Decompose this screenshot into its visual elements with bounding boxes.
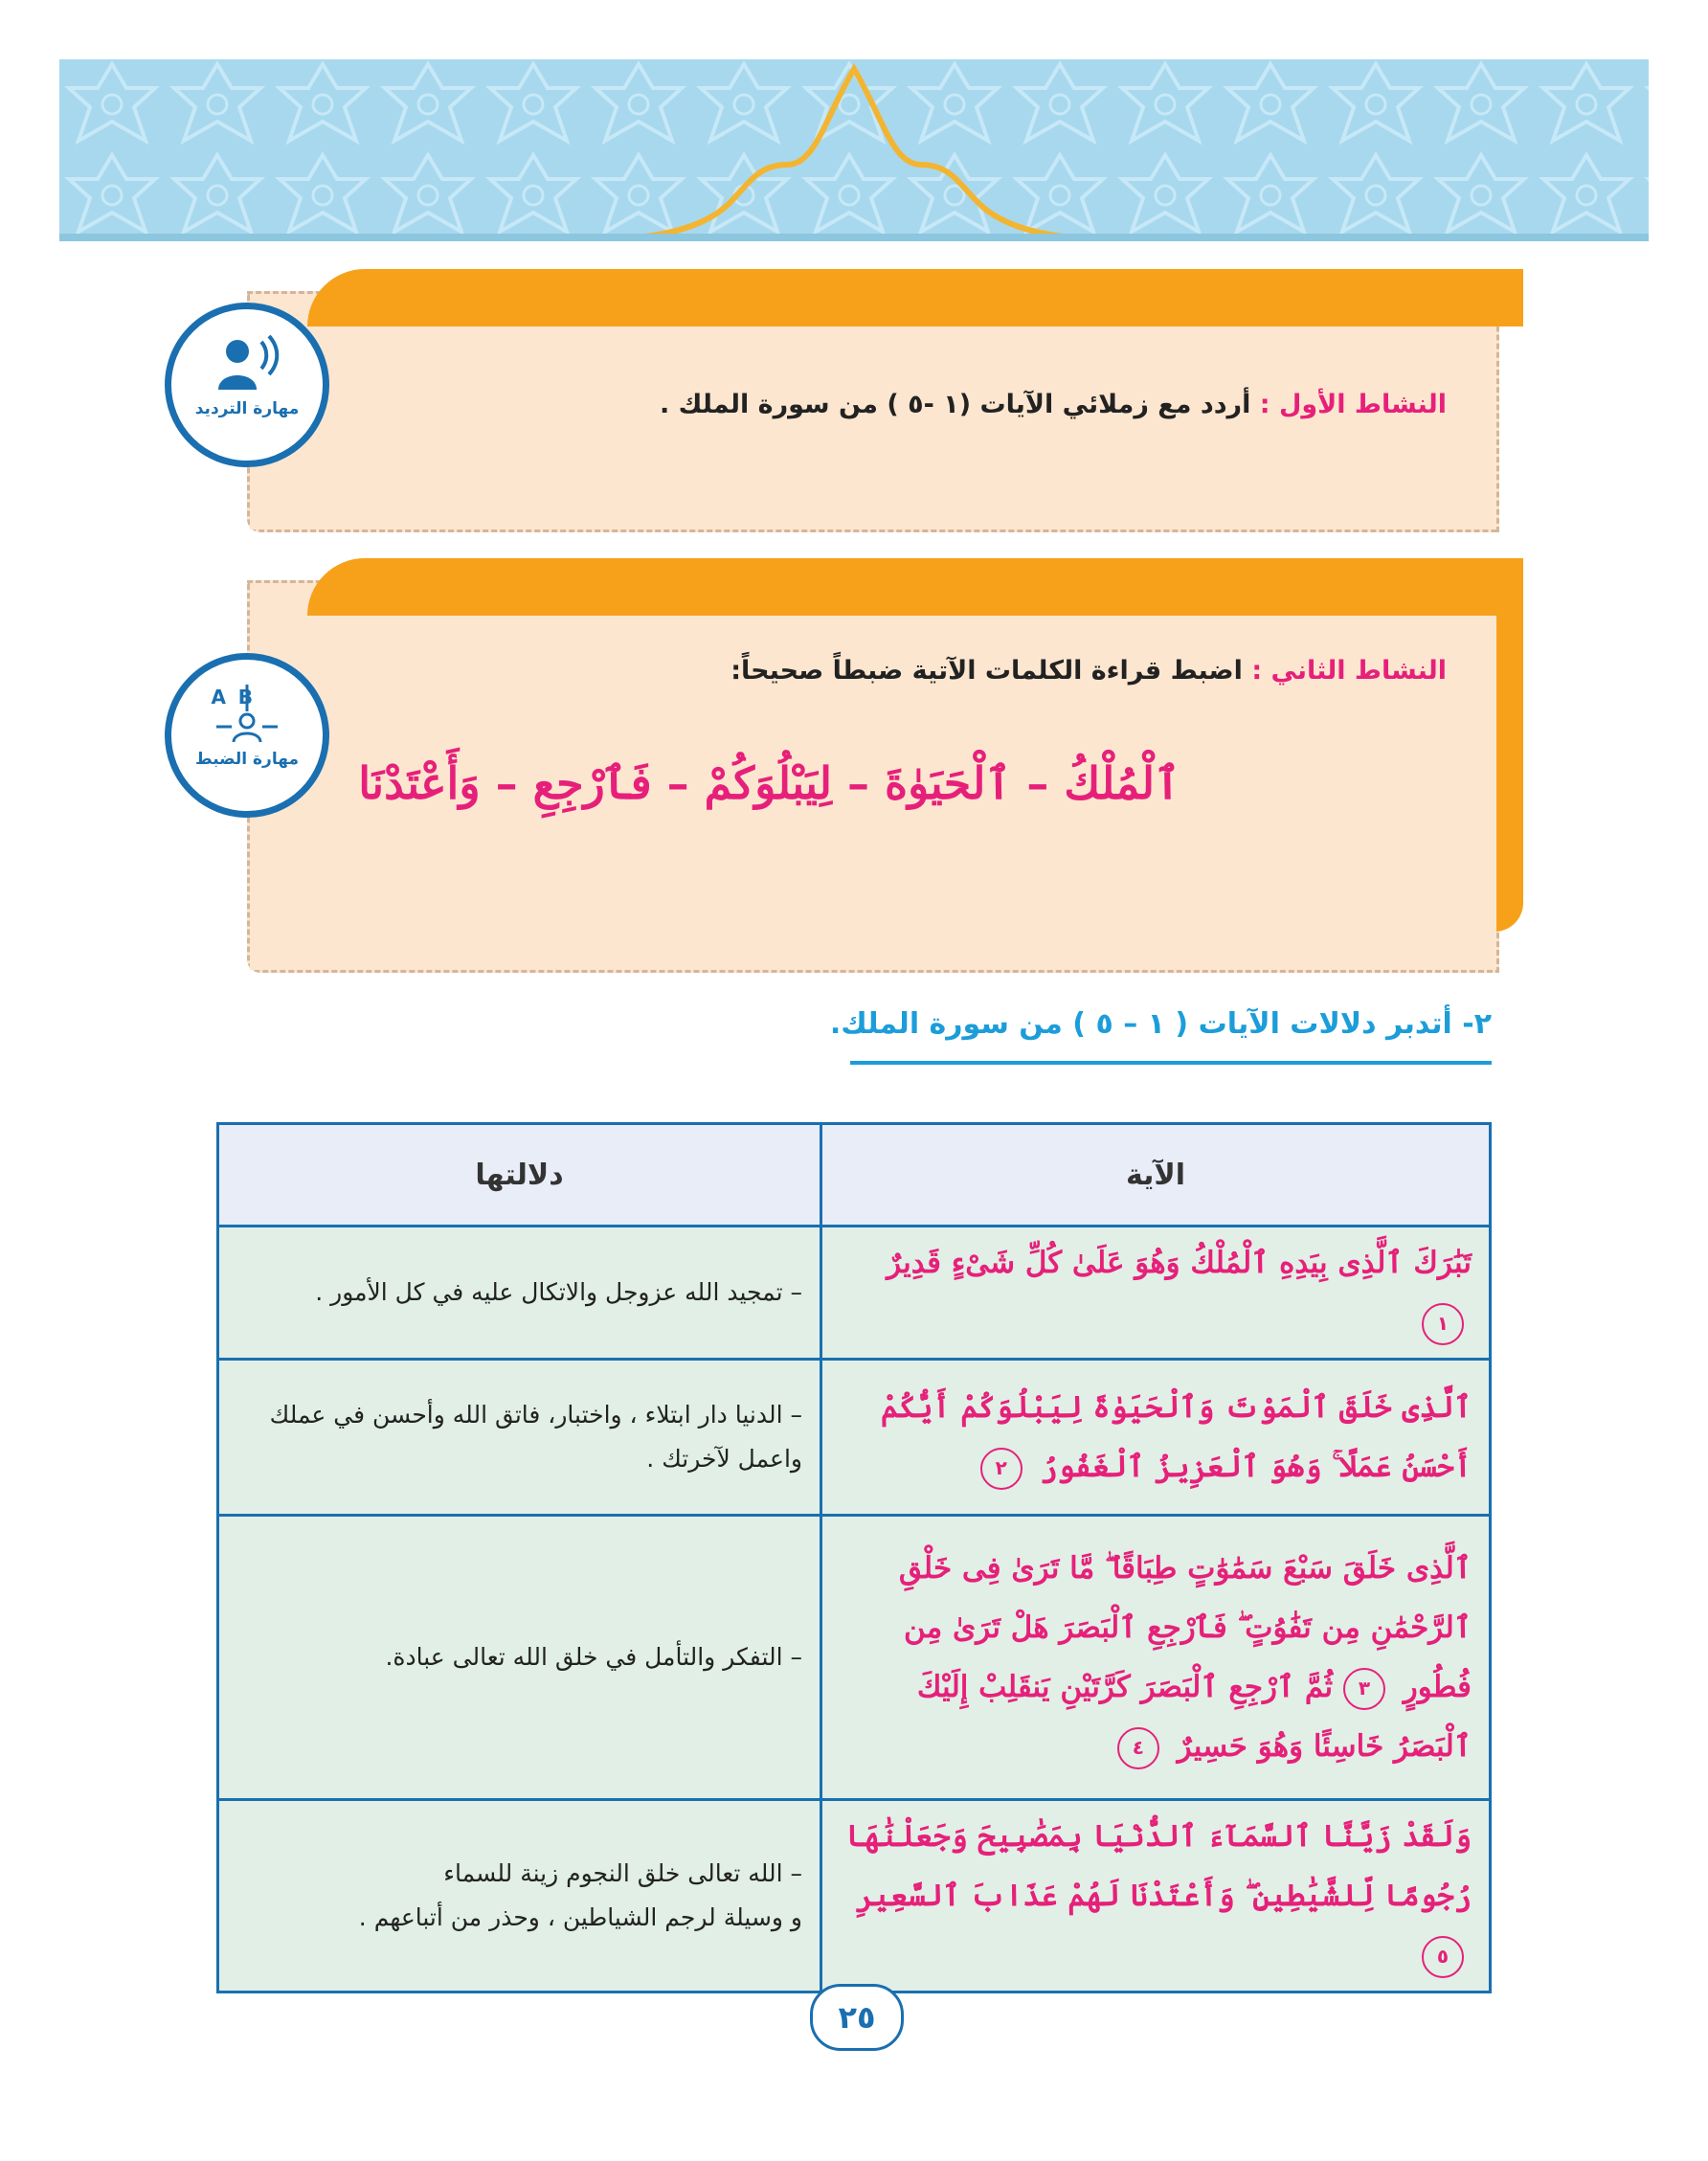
- activity-one-label: النشاط الأول :: [1259, 390, 1447, 419]
- meaning-cell: [218, 1800, 821, 1992]
- activity-two-words: ٱلْمُلْكُ – ٱلْحَيَوٰةَ – لِيَبْلُوَكُمْ – فَٱرْجِعِ – وَأَعْتَدْنَا: [358, 757, 1180, 809]
- activity-one-box: [247, 291, 1499, 532]
- meaning-cell: – تمجيد الله عزوجل والاتكال عليه في كل الأمور .: [218, 1227, 821, 1360]
- verse-cell: [821, 1360, 1491, 1516]
- verse-number: ٣: [1343, 1668, 1385, 1710]
- skill-badge-repetition: [165, 303, 329, 467]
- column-header-verse: الآية: [821, 1124, 1491, 1227]
- activity-two-text: اضبط قراءة الكلمات الآتية ضبطاً صحيحاً:: [730, 656, 1243, 686]
- activity-two-box: [247, 580, 1499, 973]
- svg-text:B: B: [237, 686, 253, 709]
- table-row: [218, 1516, 1491, 1800]
- verse-text: تَبَٰرَكَ ٱلَّذِى بِيَدِهِ ٱلْمُلْكُ وَهُوَ عَلَىٰ كُلِّ شَىْءٍ قَدِيرٌ: [887, 1246, 1472, 1280]
- activity-two-instruction: [730, 656, 1447, 686]
- skill-badge-diacritics: [165, 653, 329, 818]
- page-number: ٢٥: [810, 1984, 904, 2051]
- verse-text: ٱلَّذِى خَلَقَ ٱلْمَوْتَ وَٱلْحَيَوٰةَ لِيَبْلُوَكُمْ أَيُّكُمْ أَحْسَنُ عَمَلًا ۚ وَهُوَ ٱلْعَزِيزُ ٱلْغَفُورُ: [880, 1390, 1472, 1484]
- ab-compare-icon: [209, 683, 285, 744]
- listening-icon: [209, 332, 285, 394]
- section-underline: [850, 1061, 1492, 1065]
- activity-one-tab: [307, 269, 1523, 326]
- section-heading: ٢- أتدبر دلالات الآيات ( ١ – ٥ ) من سورة الملك.: [829, 1007, 1492, 1041]
- activity-one-text: أردد مع زملائي الآيات (١ -٥ ) من سورة الملك .: [659, 390, 1251, 419]
- column-header-meaning: دلالتها: [218, 1124, 821, 1227]
- meaning-cell: – الدنيا دار ابتلاء ، واختبار، فاتق الله وأحسن في عملك واعمل لآخرتك .: [218, 1360, 821, 1516]
- svg-text:A: A: [211, 686, 226, 709]
- activity-two-tab: [307, 558, 1523, 616]
- verse-cell: [821, 1227, 1491, 1360]
- verse-number: ١: [1422, 1303, 1464, 1345]
- verse-cell: [821, 1516, 1491, 1800]
- header-banner: [59, 59, 1649, 239]
- verse-text: وَلَقَدْ زَيَّنَّا ٱلسَّمَآءَ ٱلدُّنْيَا بِمَصَٰبِيحَ وَجَعَلْنَٰهَا رُجُومًا لِّلشَّيَٰطِينِ ۖ وَأَعْتَدْنَا لَهُمْ عَذَابَ ٱلسَّعِيرِ: [845, 1819, 1472, 1913]
- meaning-line: – الله تعالى خلق النجوم زينة للسماء: [443, 1859, 802, 1887]
- banner-underline: [59, 234, 1649, 241]
- table-row: [218, 1227, 1491, 1360]
- verse-number: ٥: [1422, 1936, 1464, 1978]
- table-row: [218, 1800, 1491, 1992]
- verse-cell: [821, 1800, 1491, 1992]
- activity-two-label: النشاط الثاني :: [1251, 656, 1447, 686]
- verses-table: [216, 1122, 1492, 1993]
- verse-number: ٢: [980, 1448, 1023, 1490]
- activity-one-instruction: [660, 390, 1447, 419]
- verse-text: ٱلَّذِى خَلَقَ سَبْعَ سَمَٰوَٰتٍ طِبَاقًا ۖ مَّا تَرَىٰ فِى خَلْقِ ٱلرَّحْمَٰنِ مِن تَفَٰوُتٍ ۖ فَٱرْجِعِ ٱلْبَصَرَ هَلْ تَرَىٰ مِن فُطُورٍ: [898, 1551, 1472, 1704]
- table-header-row: [218, 1124, 1491, 1227]
- verse-number: ٤: [1117, 1727, 1159, 1769]
- skill-label-repetition: مهارة الترديد: [194, 399, 300, 418]
- islamic-pattern-icon: [59, 59, 1649, 239]
- verse-text: ثُمَّ ٱرْجِعِ ٱلْبَصَرَ كَرَّتَيْنِ يَنقَلِبْ إِلَيْكَ ٱلْبَصَرُ خَاسِئًا وَهُوَ حَسِيرٌ: [916, 1670, 1472, 1764]
- skill-label-diacritics: مهارة الضبط: [195, 750, 299, 769]
- meaning-line: و وسيلة لرجم الشياطين ، وحذر من أتباعهم .: [358, 1903, 802, 1931]
- table-row: [218, 1360, 1491, 1516]
- meaning-cell: – التفكر والتأمل في خلق الله تعالى عبادة.: [218, 1516, 821, 1800]
